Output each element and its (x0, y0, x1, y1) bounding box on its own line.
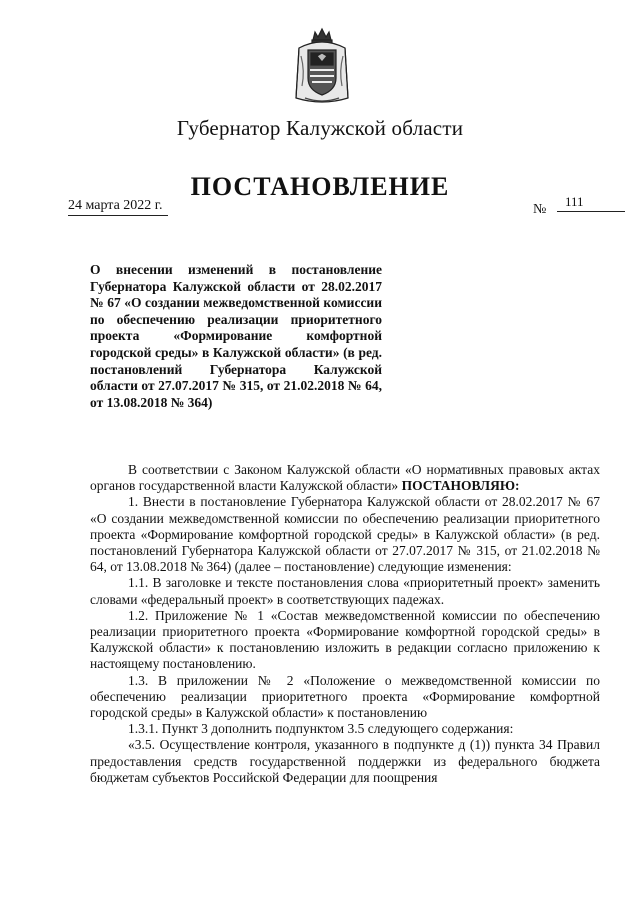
body-paragraph: 1.3.1. Пункт 3 дополнить подпунктом 3.5 следующего содержания: (128, 721, 514, 737)
preamble-text: В соответствии с Законом Калужской области «О нормативных правовых актах органов государственной власти Калужской области» (90, 462, 600, 494)
body-paragraph: 1.1. В заголовке и тексте постановления слова «приоритетный проект» заменить словами «федеральный проект» в соответствующих падежах. (90, 575, 600, 607)
preamble-paragraph (90, 462, 600, 494)
document-type-heading: ПОСТАНОВЛЕНИЕ (190, 172, 450, 201)
document-number: 111 (557, 194, 625, 212)
document-subject: О внесении изменений в постановление Губернатора Калужской области от 28.02.2017 № 67 «О создании межведомственной комиссии по обеспечению реализации приоритетного проекта «Формирование комфортной городской среды» в Калужской области» (в ред. постановлений Губернатора Калужской области от 27.07.2017 № 315, от 21.02.2018 № 64, от 13.08.2018 № 364) (90, 262, 382, 410)
document-date: 24 марта 2022 г. (68, 198, 168, 216)
issuer-title: Губернатор Калужской области (176, 116, 464, 140)
body-paragraph: «3.5. Осуществление контроля, указанного в подпункте д (1)) пункта 34 Правил предоставления средств государственной поддержки из федерального бюджета бюджетам субъектов Российской Федерации для поощрения (90, 737, 600, 785)
body-paragraph: 1.2. Приложение № 1 «Состав межведомственной комиссии по обеспечению реализации приоритетного проекта «Формирование комфортной городской среды» в Калужской области» к постановлению изложить в редакции согласно приложению к настоящему постановлению. (90, 607, 600, 672)
body-paragraph: 1. Внести в постановление Губернатора Калужской области от 28.02.2017 № 67 «О создании межведомственной комиссии по обеспечению реализации приоритетного проекта «Формирование комфортной городской среды» в Калужской области» (в ред. постановлений Губернатора Калужской области от 27.07.2017 № 315, от 21.02.2018 № 64, от 13.08.2018 № 364) (далее – постановление) следующие изменения: (90, 494, 600, 575)
decree-word: ПОСТАНОВЛЯЮ: (401, 478, 520, 494)
document-body (90, 462, 600, 786)
body-paragraph: 1.3. В приложении № 2 «Положение о межведомственной комиссии по обеспечению реализации приоритетного проекта «Формирование комфортной городской среды» в Калужской области» к постановлению (90, 672, 600, 721)
coat-of-arms-emblem (293, 26, 351, 106)
document-number-label: № (533, 202, 547, 217)
